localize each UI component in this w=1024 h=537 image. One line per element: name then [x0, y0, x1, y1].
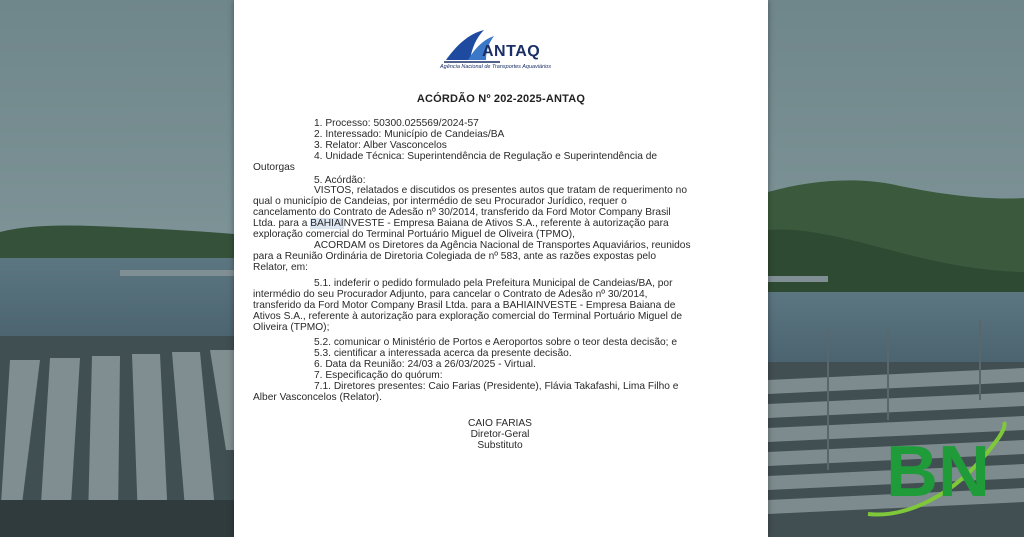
vistos-line-2: qual o município de Candeias, por intermédio de seu Procurador Jurídico, requer o: [253, 196, 627, 207]
item-quorum: 7. Especificação do quórum:: [314, 370, 443, 381]
vistos-line-4a: Ltda. para a: [253, 218, 311, 229]
antaq-logo: [440, 26, 570, 76]
item-meeting-date: 6. Data da Reunião: 24/03 a 26/03/2025 - Virtual.: [314, 359, 536, 370]
bn-watermark-text: BN: [886, 432, 990, 512]
item-process: 1. Processo: 50300.025569/2024-57: [314, 118, 479, 129]
quorum-line-2: Alber Vasconcelos (Relator).: [253, 392, 382, 403]
item-technical-unit: 4. Unidade Técnica: Superintendência de Regulação e Superintendência de: [314, 151, 658, 162]
decision-52: 5.2. comunicar o Ministério de Portos e Aeroportos sobre o teor desta decisão; e: [314, 337, 677, 348]
logo-name: ANTAQ: [482, 43, 541, 60]
decision-51-line-2: intermédio do seu Procurador Adjunto, para cancelar o Contrato de Adesão nº 30/2014,: [253, 289, 648, 300]
decision-51-line-5: Oliveira (TPMO);: [253, 322, 330, 333]
document-title: ACÓRDÃO Nº 202-2025-ANTAQ: [416, 93, 586, 105]
item-agreement: 5. Acórdão:: [314, 175, 366, 186]
item-interested: 2. Interessado: Município de Candeias/BA: [314, 129, 505, 140]
decision-51-line-3: transferido da Ford Motor Company Brasil Ltda. para a BAHIAINVESTE - Empresa Baiana de: [253, 300, 676, 311]
highlighted-text: BAHIAI: [310, 218, 344, 229]
vistos-line-1: VISTOS, relatados e discutidos os presentes autos que tratam de requerimento no: [314, 185, 687, 196]
logo-subtitle: Agência Nacional de Transportes Aquaviários: [440, 64, 551, 70]
acordam-line-3: Relator, em:: [253, 262, 308, 273]
decision-51-line-4: Ativos S.A., referente à autorização para exploração comercial do Terminal Portuário Miguel de: [253, 311, 683, 322]
agreement-document: [234, 0, 768, 537]
signature-role: Diretor-Geral: [470, 429, 530, 440]
acordam-line-2: para a Reunião Ordinária de Diretoria Colegiada de nº 583, ante as razões expostas pelo: [253, 251, 656, 262]
signature-name: CAIO FARIAS: [468, 418, 532, 429]
signature-role-2: Substituto: [477, 440, 523, 451]
vistos-line-4b: NVESTE - Empresa Baiana de Ativos S.A., referente à autorização para: [343, 218, 669, 229]
bn-watermark-logo: [864, 414, 1014, 524]
quorum-line-1: 7.1. Diretores presentes: Caio Farias (Presidente), Flávia Takafashi, Lima Filho e: [314, 381, 679, 392]
vistos-line-3: cancelamento do Contrato de Adesão nº 30/2014, transferido da Ford Motor Company Brasil: [253, 207, 671, 218]
item-rapporteur: 3. Relator: Alber Vasconcelos: [314, 140, 447, 151]
acordam-line-1: ACORDAM os Diretores da Agência Nacional de Transportes Aquaviários, reunidos: [314, 240, 691, 251]
decision-53: 5.3. cientificar a interessada acerca da presente decisão.: [314, 348, 572, 359]
vistos-line-4: [253, 218, 669, 229]
item-technical-unit-cont: Outorgas: [253, 162, 295, 173]
vistos-line-5: exploração comercial do Terminal Portuário Miguel de Oliveira (TPMO),: [253, 229, 575, 240]
decision-51-line-1: 5.1. indeferir o pedido formulado pela Prefeitura Municipal de Candeias/BA, por: [314, 278, 673, 289]
